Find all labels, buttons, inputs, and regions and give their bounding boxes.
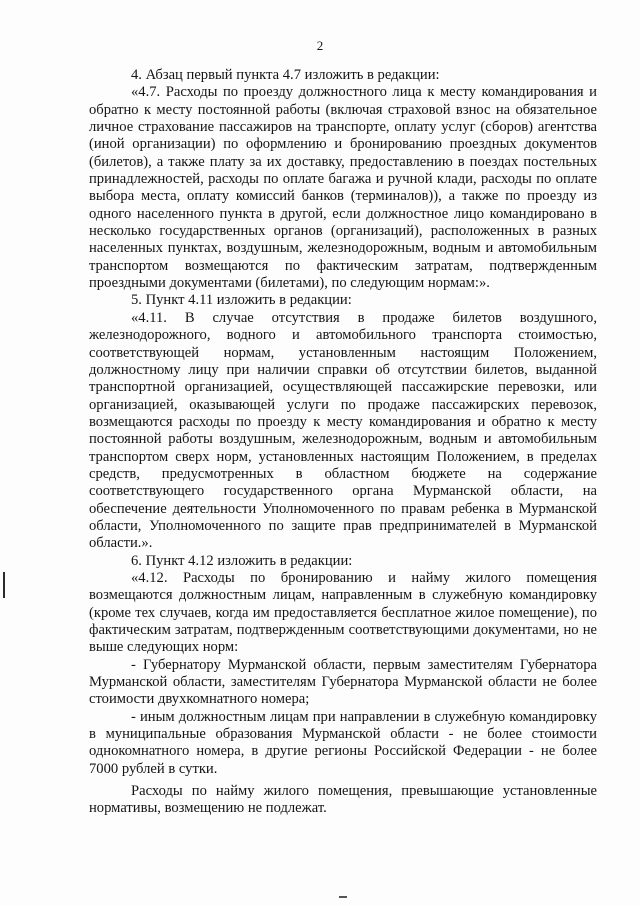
- paragraph-item-4-12-text: «4.12. Расходы по бронированию и найму жилого помещения возмещаются должностным лицам, направленным в служебную командировку (кроме тех случаев, когда им предоставляется бесплатное жилое помещение), по фактическим затратам, подтвержденным соответствующими документами, но не выше следующих норм:: [89, 569, 597, 656]
- list-item-other-officials-norm: - иным должностным лицам при направлении в служебную командировку в муниципальные образования Мурманской области - не более стоимости однокомнатного номера, в другие регионы Российской Федерации - не более 7000 рублей в сутки.: [89, 708, 597, 777]
- list-item-governor-norm: - Губернатору Мурманской области, первым заместителям Губернатора Мурманской области, заместителям Губернатора Мурманской области не более стоимости двухкомнатного номера;: [89, 656, 597, 708]
- paragraph-excess-expenses: Расходы по найму жилого помещения, превышающие установленные нормативы, возмещению не подлежат.: [89, 783, 597, 817]
- paragraph-item-4-heading: 4. Абзац первый пункта 4.7 изложить в редакции:: [131, 67, 440, 83]
- paragraph-item-4-7-text: «4.7. Расходы по проезду должностного лица к месту командирования и обратно к месту постоянной работы (включая страховой взнос на обязательное личное страхование пассажиров на транспорте, оплату услуг (сборов) агентства (иной организации) по оформлению и бронированию проездных документов (билетов), а также плату за их доставку, предоставлению в поездах постельных принадлежностей, расходы по оплате багажа и ручной клади, расходы по оплате выбора места, оплату комиссий банков (терминалов)), а также по проезду из одного населенного пункта в другой, если должностное лицо командировано в несколько государственных органов (организаций), расположенных в разных населенных пунктах, воздушным, железнодорожным, водным и автомобильным транспортом возмещаются по фактическим затратам, подтвержденным проездными документами (билетами), по следующим нормам:».: [89, 84, 597, 292]
- scan-margin-mark: [3, 572, 5, 598]
- paragraph-item-5-heading: 5. Пункт 4.11 изложить в редакции:: [131, 292, 352, 309]
- paragraph-item-6-heading: 6. Пункт 4.12 изложить в редакции:: [131, 552, 353, 569]
- paragraph-item-4-11-text: «4.11. В случае отсутствия в продаже билетов воздушного, железнодорожного, водного и автомобильного транспорта стоимостью, соответствующей нормам, установленным настоящим Положением, должностному лицу при наличии справки об отсутствии билетов, выданной транспортной организацией, осуществляющей пассажирские перевозки, или организацией, оказывающей услуги по продаже пассажирских перевозок, возмещаются расходы по проезду к месту командирования и обратно к месту постоянной работы воздушным, железнодорожным, водным и автомобильным транспортом сверх норм, установленных настоящим Положением, в пределах средств, предусмотренных в областном бюджете на содержание соответствующего государственного органа Мурманской области, на обеспечение деятельности Уполномоченного по правам ребенка в Мурманской области, Уполномоченного по защите прав предпринимателей в Мурманской области.».: [89, 309, 597, 552]
- page-number: 2: [316, 38, 324, 53]
- document-body: [89, 67, 597, 818]
- scan-bottom-mark: [339, 896, 347, 898]
